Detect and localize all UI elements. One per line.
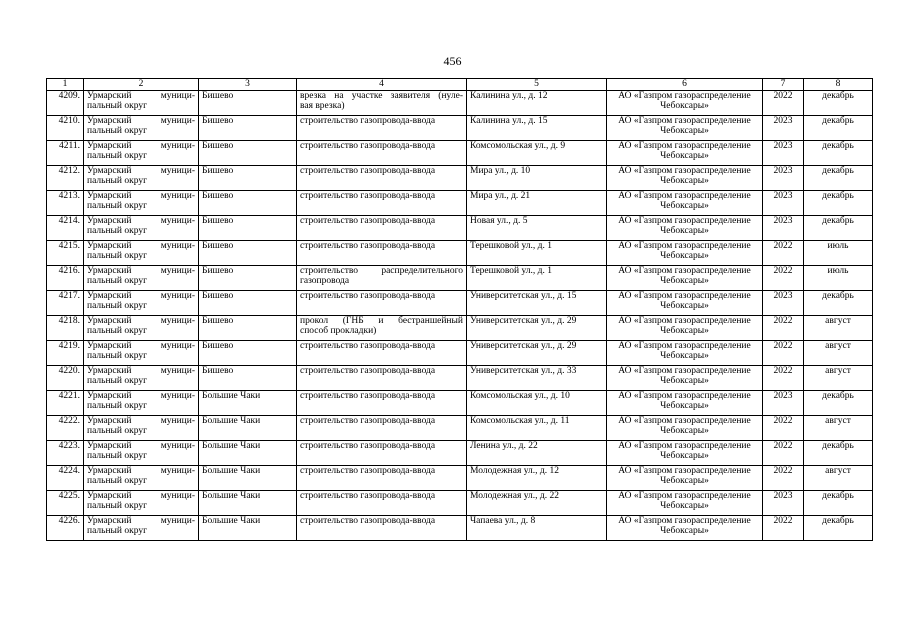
district-line: Урмарский муници- (87, 291, 195, 301)
address-cell: Университетская ул., д. 29 (467, 341, 607, 366)
table-row (47, 316, 873, 341)
district-line: пальный округ (87, 476, 148, 486)
table-row (47, 141, 873, 166)
year-cell: 2023 (763, 141, 804, 166)
organization-line: АО «Газпром газораспределение (618, 141, 751, 151)
month-cell: декабрь (804, 291, 873, 316)
table-row (47, 366, 873, 391)
settlement-cell: Бишево (199, 316, 297, 341)
column-header: 6 (607, 79, 763, 91)
organization-cell (607, 516, 763, 541)
work-line: строительство газопровода-ввода (300, 416, 436, 426)
year-cell: 2023 (763, 216, 804, 241)
address-cell: Комсомольская ул., д. 9 (467, 141, 607, 166)
organization-line: АО «Газпром газораспределение (618, 116, 751, 126)
district-line: Урмарский муници- (87, 266, 195, 276)
table-row (47, 391, 873, 416)
month-cell: декабрь (804, 116, 873, 141)
district-cell (84, 441, 199, 466)
organization-line: Чебоксары» (660, 301, 709, 311)
month-cell: декабрь (804, 141, 873, 166)
work-cell (297, 441, 467, 466)
district-line: пальный округ (87, 276, 148, 286)
organization-line: АО «Газпром газораспределение (618, 441, 751, 451)
district-line: пальный округ (87, 251, 148, 261)
district-line: пальный округ (87, 151, 148, 161)
settlement-cell: Большие Чаки (199, 491, 297, 516)
organization-cell (607, 241, 763, 266)
work-cell (297, 141, 467, 166)
table-row (47, 416, 873, 441)
row-number: 4222. (47, 416, 84, 441)
district-line: пальный округ (87, 176, 148, 186)
district-cell (84, 141, 199, 166)
work-cell (297, 266, 467, 291)
work-line: строительство газопровода-ввода (300, 141, 436, 151)
organization-cell (607, 391, 763, 416)
district-cell (84, 516, 199, 541)
month-cell: август (804, 341, 873, 366)
organization-cell (607, 266, 763, 291)
work-cell (297, 191, 467, 216)
district-line: пальный округ (87, 401, 148, 411)
gasification-table (46, 78, 873, 541)
organization-line: Чебоксары» (660, 251, 709, 261)
table-row (47, 116, 873, 141)
work-cell (297, 466, 467, 491)
table-row (47, 466, 873, 491)
work-cell (297, 216, 467, 241)
row-number: 4209. (47, 91, 84, 116)
work-line: строительство газопровода-ввода (300, 166, 436, 176)
address-cell: Мира ул., д. 10 (467, 166, 607, 191)
organization-cell (607, 441, 763, 466)
work-line: строительство газопровода-ввода (300, 291, 436, 301)
district-cell (84, 116, 199, 141)
table-row (47, 166, 873, 191)
year-cell: 2023 (763, 391, 804, 416)
row-number: 4218. (47, 316, 84, 341)
address-cell: Чапаева ул., д. 8 (467, 516, 607, 541)
column-header: 8 (804, 79, 873, 91)
header-row (47, 79, 873, 91)
month-cell: декабрь (804, 216, 873, 241)
month-cell: август (804, 466, 873, 491)
organization-line: АО «Газпром газораспределение (618, 241, 751, 251)
settlement-cell: Большие Чаки (199, 516, 297, 541)
year-cell: 2022 (763, 416, 804, 441)
settlement-cell: Бишево (199, 91, 297, 116)
table-row (47, 91, 873, 116)
organization-cell (607, 166, 763, 191)
district-cell (84, 91, 199, 116)
year-cell: 2022 (763, 341, 804, 366)
work-cell (297, 391, 467, 416)
row-number: 4210. (47, 116, 84, 141)
year-cell: 2022 (763, 366, 804, 391)
organization-line: Чебоксары» (660, 276, 709, 286)
address-cell: Университетская ул., д. 33 (467, 366, 607, 391)
district-line: пальный округ (87, 376, 148, 386)
organization-line: Чебоксары» (660, 426, 709, 436)
work-cell (297, 91, 467, 116)
district-cell (84, 241, 199, 266)
work-line: строительство газопровода-ввода (300, 191, 436, 201)
organization-line: АО «Газпром газораспределение (618, 266, 751, 276)
organization-line: Чебоксары» (660, 201, 709, 211)
table-row (47, 491, 873, 516)
district-line: пальный округ (87, 126, 148, 136)
settlement-cell: Бишево (199, 266, 297, 291)
address-cell: Ленина ул., д. 22 (467, 441, 607, 466)
month-cell: декабрь (804, 166, 873, 191)
address-cell: Университетская ул., д. 29 (467, 316, 607, 341)
address-cell: Новая ул., д. 5 (467, 216, 607, 241)
row-number: 4212. (47, 166, 84, 191)
year-cell: 2023 (763, 116, 804, 141)
month-cell: август (804, 366, 873, 391)
table-row (47, 516, 873, 541)
organization-line: Чебоксары» (660, 376, 709, 386)
address-cell: Комсомольская ул., д. 10 (467, 391, 607, 416)
organization-line: АО «Газпром газораспределение (618, 391, 751, 401)
organization-line: Чебоксары» (660, 151, 709, 161)
month-cell: декабрь (804, 191, 873, 216)
work-line: строительство газопровода-ввода (300, 491, 436, 501)
year-cell: 2023 (763, 166, 804, 191)
table-row (47, 266, 873, 291)
settlement-cell: Бишево (199, 166, 297, 191)
district-line: пальный округ (87, 101, 148, 111)
organization-line: АО «Газпром газораспределение (618, 516, 751, 526)
organization-line: Чебоксары» (660, 176, 709, 186)
address-cell: Университетская ул., д. 15 (467, 291, 607, 316)
year-cell: 2022 (763, 266, 804, 291)
district-cell (84, 341, 199, 366)
work-line: строительство газопровода-ввода (300, 116, 436, 126)
settlement-cell: Большие Чаки (199, 441, 297, 466)
settlement-cell: Бишево (199, 191, 297, 216)
district-line: Урмарский муници- (87, 516, 195, 526)
row-number: 4221. (47, 391, 84, 416)
address-cell: Молодежная ул., д. 12 (467, 466, 607, 491)
year-cell: 2022 (763, 91, 804, 116)
district-cell (84, 316, 199, 341)
year-cell: 2023 (763, 191, 804, 216)
row-number: 4214. (47, 216, 84, 241)
settlement-cell: Большие Чаки (199, 391, 297, 416)
organization-cell (607, 91, 763, 116)
column-header: 4 (297, 79, 467, 91)
year-cell: 2023 (763, 491, 804, 516)
row-number: 4226. (47, 516, 84, 541)
organization-line: АО «Газпром газораспределение (618, 466, 751, 476)
work-cell (297, 291, 467, 316)
district-line: пальный округ (87, 326, 148, 336)
work-line: строительство распределительного (300, 266, 463, 276)
work-cell (297, 166, 467, 191)
organization-line: Чебоксары» (660, 326, 709, 336)
work-line: строительство газопровода-ввода (300, 441, 436, 451)
row-number: 4225. (47, 491, 84, 516)
district-line: пальный округ (87, 226, 148, 236)
organization-line: Чебоксары» (660, 501, 709, 511)
district-cell (84, 416, 199, 441)
district-line: пальный округ (87, 426, 148, 436)
organization-line: АО «Газпром газораспределение (618, 491, 751, 501)
month-cell: июль (804, 241, 873, 266)
district-cell (84, 391, 199, 416)
organization-line: Чебоксары» (660, 126, 709, 136)
work-line: строительство газопровода-ввода (300, 341, 436, 351)
column-header: 7 (763, 79, 804, 91)
table-row (47, 191, 873, 216)
work-line: прокол (ГНБ и бестраншейный (300, 316, 463, 326)
organization-cell (607, 366, 763, 391)
work-cell (297, 416, 467, 441)
column-header: 3 (199, 79, 297, 91)
settlement-cell: Бишево (199, 216, 297, 241)
organization-line: АО «Газпром газораспределение (618, 316, 751, 326)
row-number: 4216. (47, 266, 84, 291)
settlement-cell: Бишево (199, 291, 297, 316)
row-number: 4211. (47, 141, 84, 166)
work-line: строительство газопровода-ввода (300, 366, 436, 376)
organization-cell (607, 141, 763, 166)
organization-line: АО «Газпром газораспределение (618, 291, 751, 301)
work-line: строительство газопровода-ввода (300, 516, 436, 526)
district-cell (84, 216, 199, 241)
organization-line: АО «Газпром газораспределение (618, 216, 751, 226)
district-line: пальный округ (87, 526, 148, 536)
district-cell (84, 491, 199, 516)
address-cell: Терешковой ул., д. 1 (467, 266, 607, 291)
work-line: строительство газопровода-ввода (300, 241, 436, 251)
year-cell: 2022 (763, 466, 804, 491)
work-line: врезка на участке заявителя (нуле- (300, 91, 463, 101)
address-cell: Мира ул., д. 21 (467, 191, 607, 216)
district-line: Урмарский муници- (87, 91, 195, 101)
work-cell (297, 516, 467, 541)
address-cell: Калинина ул., д. 15 (467, 116, 607, 141)
year-cell: 2022 (763, 316, 804, 341)
organization-cell (607, 316, 763, 341)
district-line: Урмарский муници- (87, 416, 195, 426)
organization-line: Чебоксары» (660, 476, 709, 486)
month-cell: август (804, 316, 873, 341)
row-number: 4217. (47, 291, 84, 316)
district-line: Урмарский муници- (87, 141, 195, 151)
district-line: пальный округ (87, 451, 148, 461)
month-cell: декабрь (804, 441, 873, 466)
column-header: 2 (84, 79, 199, 91)
district-line: Урмарский муници- (87, 116, 195, 126)
settlement-cell: Большие Чаки (199, 466, 297, 491)
month-cell: июль (804, 266, 873, 291)
organization-line: Чебоксары» (660, 451, 709, 461)
district-line: Урмарский муници- (87, 341, 195, 351)
year-cell: 2022 (763, 441, 804, 466)
settlement-cell: Бишево (199, 141, 297, 166)
organization-cell (607, 291, 763, 316)
column-header: 1 (47, 79, 84, 91)
organization-cell (607, 216, 763, 241)
column-header: 5 (467, 79, 607, 91)
district-line: пальный округ (87, 201, 148, 211)
organization-line: Чебоксары» (660, 526, 709, 536)
month-cell: декабрь (804, 91, 873, 116)
district-line: Урмарский муници- (87, 391, 195, 401)
district-line: пальный округ (87, 351, 148, 361)
work-cell (297, 316, 467, 341)
organization-cell (607, 191, 763, 216)
organization-cell (607, 416, 763, 441)
year-cell: 2022 (763, 241, 804, 266)
organization-cell (607, 491, 763, 516)
row-number: 4223. (47, 441, 84, 466)
month-cell: декабрь (804, 391, 873, 416)
work-line: способ прокладки) (300, 326, 377, 336)
work-line: строительство газопровода-ввода (300, 466, 436, 476)
settlement-cell: Бишево (199, 116, 297, 141)
work-cell (297, 341, 467, 366)
address-cell: Комсомольская ул., д. 11 (467, 416, 607, 441)
work-cell (297, 116, 467, 141)
district-line: Урмарский муници- (87, 366, 195, 376)
district-line: Урмарский муници- (87, 216, 195, 226)
district-cell (84, 291, 199, 316)
district-cell (84, 266, 199, 291)
year-cell: 2023 (763, 291, 804, 316)
year-cell: 2022 (763, 516, 804, 541)
district-line: Урмарский муници- (87, 466, 195, 476)
organization-cell (607, 341, 763, 366)
organization-line: АО «Газпром газораспределение (618, 341, 751, 351)
district-cell (84, 366, 199, 391)
settlement-cell: Бишево (199, 341, 297, 366)
month-cell: август (804, 416, 873, 441)
organization-line: АО «Газпром газораспределение (618, 366, 751, 376)
organization-cell (607, 116, 763, 141)
organization-cell (607, 466, 763, 491)
organization-line: АО «Газпром газораспределение (618, 91, 751, 101)
table-row (47, 291, 873, 316)
settlement-cell: Большие Чаки (199, 416, 297, 441)
work-line: вая врезка) (300, 101, 345, 111)
district-cell (84, 191, 199, 216)
row-number: 4220. (47, 366, 84, 391)
organization-line: АО «Газпром газораспределение (618, 416, 751, 426)
district-line: Урмарский муници- (87, 441, 195, 451)
organization-line: АО «Газпром газораспределение (618, 191, 751, 201)
work-line: строительство газопровода-ввода (300, 391, 436, 401)
row-number: 4224. (47, 466, 84, 491)
work-cell (297, 241, 467, 266)
district-line: пальный округ (87, 501, 148, 511)
table-row (47, 216, 873, 241)
table-row (47, 441, 873, 466)
month-cell: декабрь (804, 516, 873, 541)
district-line: Урмарский муници- (87, 491, 195, 501)
row-number: 4215. (47, 241, 84, 266)
month-cell: декабрь (804, 491, 873, 516)
page-number: 456 (443, 54, 462, 68)
district-line: Урмарский муници- (87, 166, 195, 176)
district-line: Урмарский муници- (87, 191, 195, 201)
address-cell: Молодежная ул., д. 22 (467, 491, 607, 516)
table-row (47, 241, 873, 266)
organization-line: Чебоксары» (660, 101, 709, 111)
work-cell (297, 366, 467, 391)
work-cell (297, 491, 467, 516)
table-row (47, 341, 873, 366)
settlement-cell: Бишево (199, 241, 297, 266)
organization-line: АО «Газпром газораспределение (618, 166, 751, 176)
district-line: Урмарский муници- (87, 241, 195, 251)
organization-line: Чебоксары» (660, 401, 709, 411)
district-cell (84, 166, 199, 191)
row-number: 4219. (47, 341, 84, 366)
settlement-cell: Бишево (199, 366, 297, 391)
work-line: строительство газопровода-ввода (300, 216, 436, 226)
organization-line: Чебоксары» (660, 351, 709, 361)
district-line: пальный округ (87, 301, 148, 311)
address-cell: Калинина ул., д. 12 (467, 91, 607, 116)
district-line: Урмарский муници- (87, 316, 195, 326)
address-cell: Терешковой ул., д. 1 (467, 241, 607, 266)
district-cell (84, 466, 199, 491)
work-line: газопровода (300, 276, 350, 286)
organization-line: Чебоксары» (660, 226, 709, 236)
row-number: 4213. (47, 191, 84, 216)
